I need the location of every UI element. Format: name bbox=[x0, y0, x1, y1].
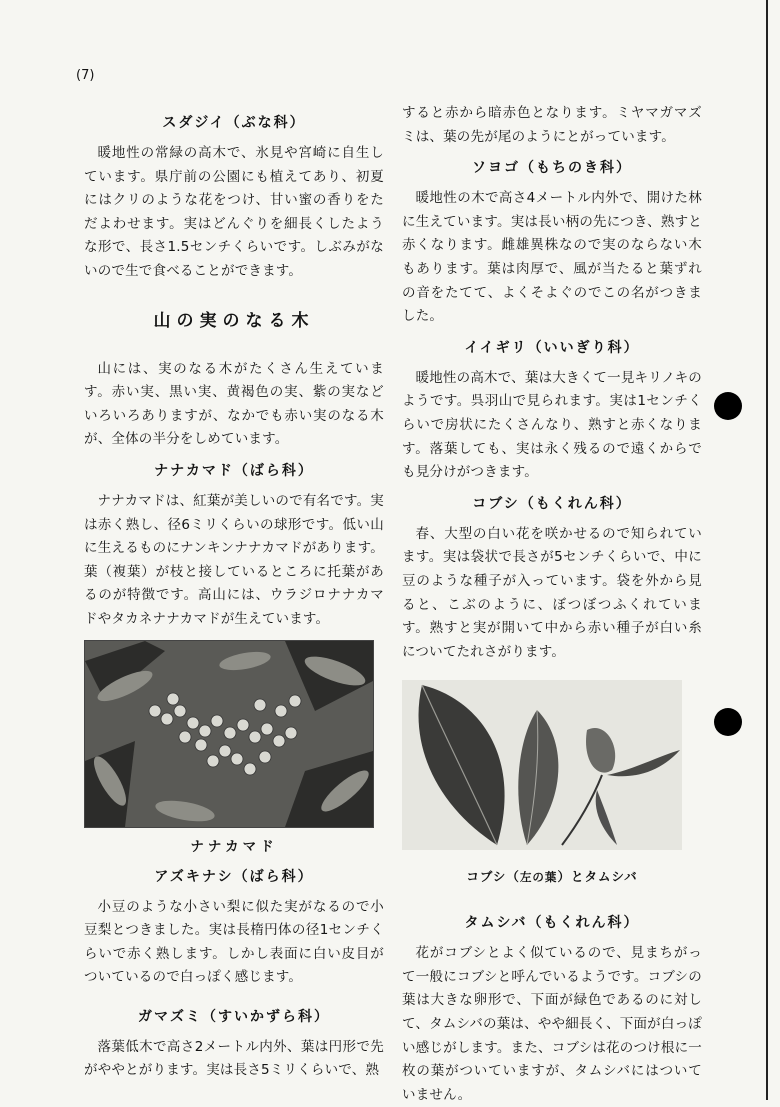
section-intro-paragraph: 山には、実のなる木がたくさん生えています。赤い実、黒い実、黄褐色の実、紫の実などいろいろありますが、なかでも赤い実のなる木が、全体の半分をしめています。 bbox=[84, 360, 384, 448]
leaves-illustration bbox=[402, 680, 682, 850]
caption-end: ）とタムシバ bbox=[557, 869, 638, 885]
nanakamado-paragraph: ナナカマドは、紅葉が美しいので有名です。実は赤く熟し、径6ミリくらいの球形です。低い山に生えるものにナンキンナナカマドがあります。葉（複葉）が枝と接しているところに托葉があるのが特徴です。高山には、ウラジロナナカマドやタカネナナカマドが生えています。 bbox=[84, 492, 384, 627]
sudajii-heading: スダジイ（ぶな科） bbox=[162, 115, 306, 131]
nanakamado-heading: ナナカマド（ばら科） bbox=[154, 462, 314, 479]
azukinashi-paragraph: 小豆のような小さい梨に似た実がなるので小豆梨とつきました。実は長楕円体の径1センチくらいで赤く熟します。しかし表面に白い皮目がついているので白っぽく感じます。 bbox=[84, 898, 384, 986]
right-column bbox=[402, 102, 702, 1107]
berry-cluster-illustration bbox=[85, 641, 373, 827]
azukinashi-heading: アズキナシ（ばら科） bbox=[154, 868, 314, 885]
gamazumi-paragraph-continued: すると赤から暗赤色となります。ミヤマガマズミは、葉の先が尾のようにとがっています。 bbox=[402, 105, 702, 145]
page-edge-line bbox=[766, 0, 768, 1100]
iigiri-paragraph: 暖地性の高木で、葉は大きくて一見キリノキのようです。呉羽山で見られます。実は1センチくらいで房状にたくさんなり、熟すと赤くなります。落葉しても、実は永く残るので遠くからでも見分けがつきます。 bbox=[402, 369, 702, 481]
kobushi-heading: コブシ（もくれん科） bbox=[472, 495, 632, 512]
tamushiba-paragraph: 花がコブシとよく似ているので、見まちがって一般にコブシと呼んでいるようです。コブシの葉は大きな卵形で、下面が緑色であるのに対して、タムシバの葉は、やや細長く、下面が白っぽい感じがします。また、コブシは花のつけ根に一枚の葉がついていますが、タムシバにはついていません。 bbox=[402, 945, 702, 1103]
kobushi-photo-caption bbox=[402, 866, 702, 888]
nanakamado-photo-caption: ナナカマド bbox=[190, 838, 278, 855]
caption-main: コブシ（ bbox=[466, 869, 520, 885]
caption-left-leaf: 左の葉 bbox=[519, 870, 558, 885]
punch-hole-bottom bbox=[714, 708, 742, 736]
page-number: (7) bbox=[76, 68, 95, 83]
left-column bbox=[84, 112, 384, 1083]
kobushi-paragraph: 春、大型の白い花を咲かせるので知られています。実は袋状で長さが5センチくらいで、中に豆のような種子が入っています。袋を外から見ると、こぶのように、ぼつぼつふくれています。熟すと実が開いて中から赤い種子が白い糸についてたれさがります。 bbox=[402, 525, 702, 660]
kobushi-photo bbox=[402, 680, 682, 850]
gamazumi-paragraph: 落葉低木で高さ2メートル内外、葉は円形で先がややとがります。実は長さ5ミリくらいで、熟 bbox=[84, 1038, 384, 1079]
soyogo-heading: ソヨゴ（もちのき科） bbox=[472, 160, 632, 177]
punch-hole-top bbox=[714, 392, 742, 420]
tamushiba-heading: タムシバ（もくれん科） bbox=[464, 915, 640, 932]
soyogo-paragraph: 暖地性の木で高さ4メートル内外で、開けた林に生えています。実は長い柄の先につき、熟すと赤くなります。雌雄異株なので実のならない木もあります。葉は肉厚で、風が当たると葉ずれの音をたてて、よくそよぐのでこの名がつきました。 bbox=[402, 190, 702, 325]
gamazumi-heading: ガマズミ（すいかずら科） bbox=[138, 1008, 330, 1025]
nanakamado-photo bbox=[84, 640, 374, 828]
sudajii-paragraph: 暖地性の常緑の高木で、氷見や宮崎に自生しています。県庁前の公園にも植えてあり、初夏にはクリのような花をつけ、甘い蜜の香りをただよわせます。実はどんぐりを細長くしたような形で、長さ1.5センチくらいです。しぶみがないので生で食べることができます。 bbox=[84, 145, 384, 279]
section-heading: 山の実のなる木 bbox=[153, 310, 315, 331]
iigiri-heading: イイギリ（いいぎり科） bbox=[464, 339, 640, 356]
